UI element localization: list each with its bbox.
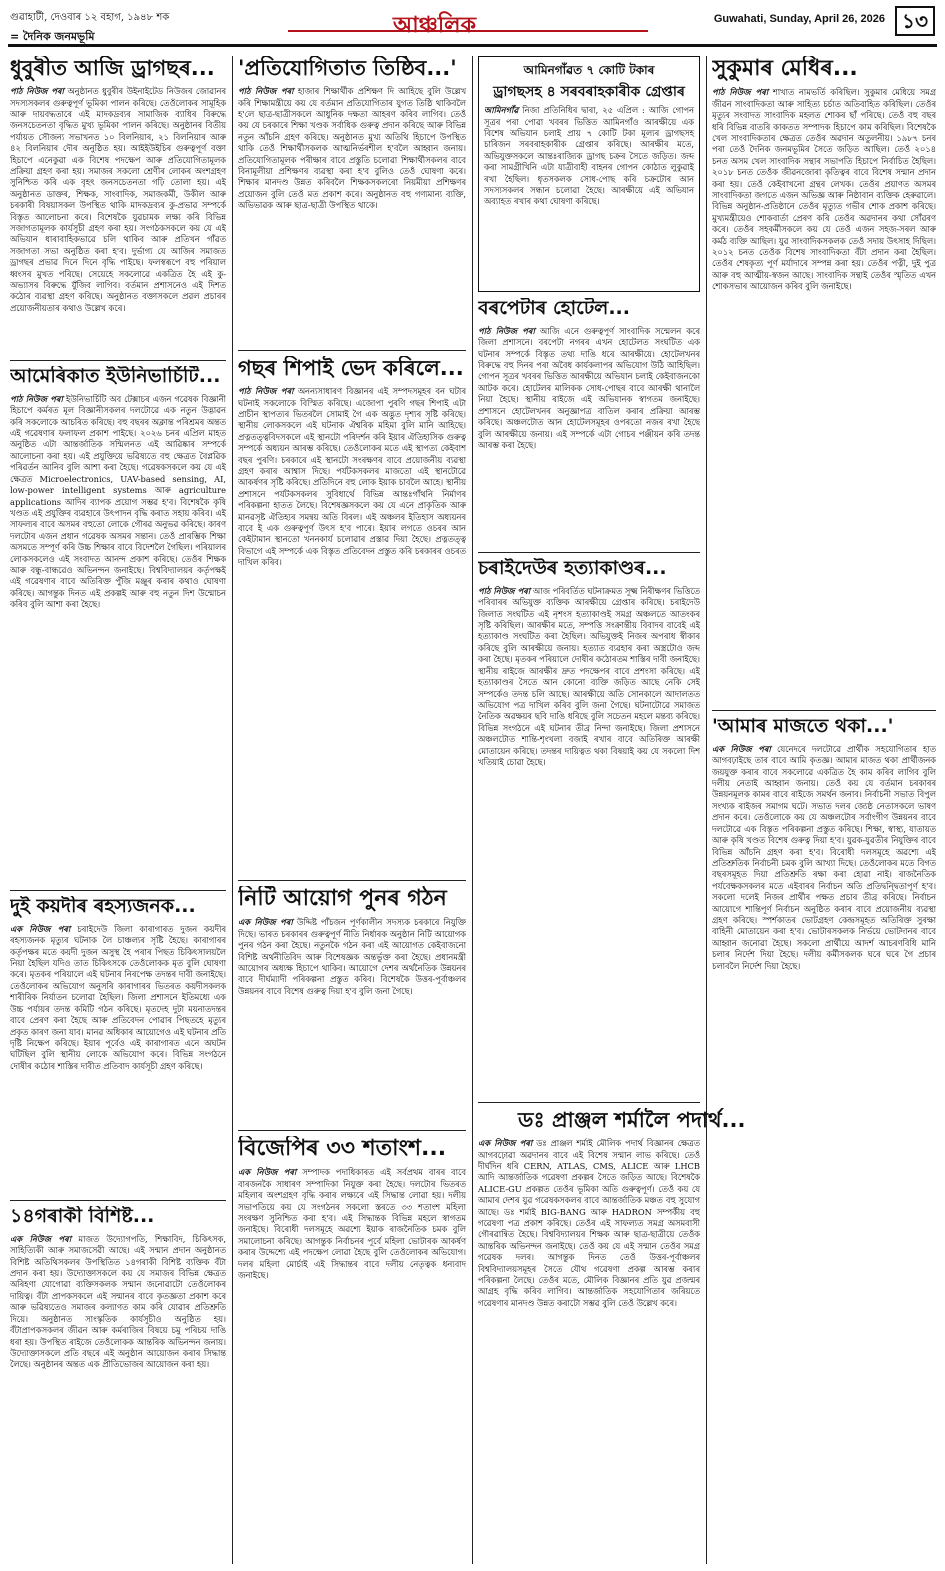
- article-niti: [238, 886, 466, 1126]
- masthead-section-title: আঞ্চলিক: [393, 13, 476, 38]
- article-barpeta-hotel: [478, 298, 700, 548]
- headline-pranjal: ডঃ প্ৰাঞ্জল শৰ্মালৈ পদাৰ্থ...: [518, 1108, 746, 1132]
- masthead-local-date: গুৱাহাটী, দেওবাৰ ১২ বহাগ, ১৯৪৮ শক: [10, 12, 170, 23]
- article-body: [712, 87, 936, 292]
- headline-drugs: ড্ৰাগছসহ ৪ সৰবৰাহকাৰীক গ্ৰেপ্তাৰ: [493, 84, 685, 100]
- body-text-bjp: সম্পাদক পদাধিকাৰত এই সৰ্বপ্ৰথম বাৰৰ বাবে বাৰজনকৈ সাধাৰণ সম্পাদিকা নিযুক্ত কৰা হৈছে। দলটোৰ ভিতৰত মহিলাৰ অংশগ্ৰহণ বৃদ্ধি কৰাৰ লক্ষ্যৰে এই সিদ্ধান্ত লোৱা হয়। দলীয় সভাপতিয়ে কয় যে সংগঠনৰ সকলো স্তৰতে ৩৩ শতাংশ মহিলা সংৰক্ষণ সুনিশ্চিত কৰা হ'ব। এই সিদ্ধান্তক বিভিন্ন মহলে স্বাগতম জনাইছে। বিৰোধী দলসমূহে অৱশ্যে ইয়াক ৰাজনৈতিক চমক বুলি সমালোচনা কৰিছে। আগন্তুক নিৰ্বাচনৰ পূৰ্বে মহিলা ভোটাৰক আকৰ্ষণ কৰাৰ উদ্দেশ্যে এই পদক্ষেপ লোৱা হৈছে বুলি তেওঁলোকৰ অভিযোগ। দলৰ মহিলা মোৰ্চাই এই সিদ্ধান্তৰ বাবে দলীয় নেতৃত্বক ধন্যবাদ জনাইছে।: [238, 1167, 466, 1280]
- column-rule: [232, 56, 233, 1564]
- article-divider: [238, 1130, 466, 1131]
- headline-dhubri: ধুবুৰীত আজি ড্ৰাগছৰ...: [10, 56, 215, 80]
- article-prisoners: [10, 896, 226, 1196]
- article-body: [10, 86, 226, 314]
- dateline: এক নিউজ পৰা: [10, 923, 71, 934]
- article-divider: [478, 1102, 700, 1103]
- headline-competition: 'প্ৰতিযোগিতাত তিষ্ঠিব...': [238, 56, 457, 80]
- dateline: পাঠ নিউজ পৰা: [10, 393, 63, 404]
- article-soldier: [238, 356, 466, 876]
- body-text-dhubri: অনুষ্ঠানত ধুবুৰীৰ উইনাইটেড নিউজৰ জোৱানৰ সদস্যসকলৰ গুৰুত্বপূৰ্ণ ভূমিকা পালন কৰিছে। তেওঁলোকৰ সামূহিক আৰু দায়বদ্ধতাৰে এই মাদকদ্ৰব্যৰ সামাজিক ব্যাধিৰ বিৰুদ্ধে জনসচেতনতা বৃদ্ধিত মুখ্য ভূমিকা পালন কৰিছে। অনুষ্ঠানৰ বিতীয় পৰ্যায়ত সৌজন্য সভাখনত ১০ বিলনিয়াৰ, ২১ বিলনিয়াৰ আৰু ৪২ বিলনিয়াৰ দৌৰ অনুষ্ঠিত হয়। আইইউইচিৰ গুৰুত্বপূৰ্ণ বক্তা হিচাপে এনেকুৱা এক বিশেষ পদক্ষেপ আৰু প্ৰতিযোগিতামূলক প্ৰক্ৰিয়া গ্ৰহণ কৰা হয়। সমাজৰ সকলো শ্ৰেণীৰ লোকৰ অংশগ্ৰহণ সুনিশ্চিত কৰি এক বৃহৎ জনসচেতনতা গঢ়ি তোলা হয়। এই অনুষ্ঠানত ডাক্তৰ, শিক্ষক, সাংবাদিক, সমাজকৰ্মী, উকীল আৰু চৰকাৰী বিষয়াসকল উপস্থিত থাকি মাদকদ্ৰব্যৰ কু-প্ৰভাৱ সম্পৰ্কে বিস্তৃত আলোচনা কৰে। বিশেষকৈ যুৱচামক লক্ষ্য কৰি বিভিন্ন সজাগতামূলক কাৰ্যসূচী গ্ৰহণ কৰা হয়। সংগঠকসকলে কয় যে এই অভিযান ধাৰাবাহিকভাৱে চলি থাকিব আৰু প্ৰতিখন গাঁৱত সজাগতা সভা অনুষ্ঠিত কৰা হ'ব। দুৰ্ভাগ্য যে আজিৰ সমাজত ড্ৰাগছৰ প্ৰভাৱ দিনে দিনে বৃদ্ধি পাইছে। ফলস্বৰূপে বহু পৰিয়াল ধ্বংসৰ মুখত পৰিছে। সেয়েহে সকলোৱে একত্ৰিত হৈ এই কু-অভ্যাসৰ বিৰুদ্ধে যুঁজিব লাগিব। বৰ্তমান প্ৰশাসনেও এই দিশত কঠোৰ ব্যৱস্থা গ্ৰহণ কৰিছে। অনুষ্ঠানত বক্তাসকলে প্ৰৱল প্ৰচাৰৰ প্ৰয়োজনীয়তাৰ কথাও উল্লেখ কৰে।: [10, 86, 226, 313]
- article-body: [238, 386, 466, 569]
- dateline: আমিনগাঁৱ: [484, 105, 519, 116]
- article-divider: [238, 880, 466, 881]
- headline-amar-majot: 'আমাৰ মাজতে থকা...': [712, 716, 894, 737]
- article-body: [484, 105, 694, 208]
- dateline: এক নিউজ পৰা: [10, 1233, 72, 1244]
- masthead-paper-name: = দৈনিক জনমভূমি: [10, 30, 95, 43]
- article-body: [10, 1234, 226, 1371]
- article-fourteen: [10, 1206, 226, 1564]
- article-amar-majot: [712, 716, 936, 1564]
- article-divider: [10, 1200, 226, 1201]
- dateline: পাঠ নিউজ পৰা: [238, 386, 294, 397]
- body-text-competition: হাজাৰ শিক্ষাৰ্থীক প্ৰশিক্ষণ দি আহিছে বুলি উল্লেখ কৰি শিক্ষামন্ত্ৰীয়ে কয় যে বৰ্তমান প্ৰতিযোগিতাৰ যুগত তিষ্ঠি থাকিবলৈ হ'লে ছাত্ৰ-ছাত্ৰীসকলে আধুনিক দক্ষতা আহৰণ কৰিব লাগিব। তেওঁ কয় যে চৰকাৰে শিক্ষা খণ্ডক সৰ্বাধিক গুৰুত্ব প্ৰদান কৰিছে আৰু বিভিন্ন নতুন আঁচনি গ্ৰহণ কৰিছে। অনুষ্ঠানত মুখ্য অতিথি হিচাপে উপস্থিত থাকি তেওঁ শিক্ষাৰ্থীসকলক আত্মনিৰ্ভৰশীল হ'বলৈ আহ্বান জনায়। প্ৰতিযোগিতামূলক পৰীক্ষাৰ বাবে প্ৰস্তুতি চলোৱা শিক্ষাৰ্থীসকলৰ বাবে বিনামূলীয়া প্ৰশিক্ষণৰ ব্যৱস্থা কৰা হ'ব বুলিও তেওঁ ঘোষণা কৰে। শিক্ষাৰ মানদণ্ড উন্নত কৰিবলৈ শিক্ষকসকলৰো নিয়মীয়া প্ৰশিক্ষণৰ প্ৰয়োজন বুলি তেওঁ মত প্ৰকাশ কৰে। অনুষ্ঠানত বহু গণ্যমান্য ব্যক্তি, অভিভাৱক আৰু ছাত্ৰ-ছাত্ৰী উপস্থিত থাকে।: [238, 86, 466, 211]
- article-body: [478, 1138, 700, 1309]
- article-america: [10, 366, 226, 886]
- headline-america: আমেৰিকাত ইউনিভাৰ্চিটি...: [10, 366, 221, 387]
- body-text-fourteen: মাজত উদ্যোগপতি, শিক্ষাবিদ, চিকিৎসক, সাহিত্যিকী আৰু সমাজসেৱী আছে। এই সন্মান প্ৰদান অনুষ্ঠানত বিশিষ্ট অতিথিসকলৰ উপস্থিতিত ১৪গৰাকী বিশিষ্ট ব্যক্তিক বঁটা প্ৰদান কৰা হয়। উদ্যোক্তাসকলে কয় যে সমাজৰ বিভিন্ন ক্ষেত্ৰত অৰিহণা যোগোৱা ব্যক্তিসকলক সন্মান জনোৱাটো তেওঁলোকৰ দায়িত্ব। বঁটা প্ৰাপকসকলে এই সন্মানৰ বাবে কৃতজ্ঞতা প্ৰকাশ কৰে আৰু ভৱিষ্যতেও সমাজৰ কল্যাণত কাম কৰি যোৱাৰ প্ৰতিশ্ৰুতি দিয়ে। অনুষ্ঠানত সাংস্কৃতিক কাৰ্যসূচীও অনুষ্ঠিত হয়। বঁটাপ্ৰাপকসকলৰ জীৱন আৰু কৰ্মৰাজিৰ বিষয়ে চমু পৰিচয় দাঙি ধৰা হয়। উপস্থিত ৰাইজে তেওঁলোকক আন্তৰিক অভিনন্দন জনায়। উদ্যোক্তাসকলে প্ৰতি বছৰে এই অনুষ্ঠান আয়োজন কৰাৰ সিদ্ধান্ত লৈছে। অনুষ্ঠানৰ অন্তত এক প্ৰীতিভোজৰ আয়োজন কৰা হয়।: [10, 1233, 226, 1370]
- dateline: এক নিউজ পৰা: [478, 1138, 533, 1149]
- body-text-drugs: নিজা প্ৰতিনিধিৰ দ্বাৰা, ২৫ এপ্ৰিল : আজি গোপন সূত্ৰৰ পৰা পোৱা খবৰৰ ভিত্তিত আমিনগাঁও আৰক্ষীয়ে এক বিশেষ অভিযান চলাই প্ৰায় ৭ কোটি টকা মূল্যৰ ড্ৰাগছসহ চাৰিজন সৰবৰাহকাৰীক গ্ৰেপ্তাৰ কৰিছে। আৰক্ষীৰ মতে, অভিযুক্তসকলে আন্তঃৰাজ্যিক ড্ৰাগছ চক্ৰৰ সৈতে জড়িত। জব্দ কৰা সামগ্ৰীখিনি এটা যাত্ৰীবাহী বাহনৰ গোপন কোঠাত লুকুৱাই ৰখা হৈছিল। ধৃতসকলক সোধ-পোছ কৰি চক্ৰটোৰ আন সদস্যসকলৰ সন্ধান চলোৱা হৈছে। আৰক্ষীয়ে এই অভিযান অব্যাহত ৰখাৰ কথা ঘোষণা কৰিছে।: [484, 105, 695, 207]
- dateline: পাঠ নিউজ পৰা: [10, 86, 64, 97]
- dateline: পাঠ নিউজ পৰা: [478, 585, 531, 596]
- dateline: পাঠ নিউজ পৰা: [712, 87, 769, 98]
- body-text-pranjal: ডঃ প্ৰাঞ্জল শৰ্মাই মৌলিক পদাৰ্থ বিজ্ঞানৰ ক্ষেত্ৰত আগবঢ়োৱা অৱদানৰ বাবে এই বিশেষ সন্মান লাভ কৰিছে। তেওঁ দীৰ্ঘদিন ধৰি CERN, ATLAS, CMS, ALICE আৰু LHCB আদি আন্তৰ্জাতিক গৱেষণা প্ৰকল্পৰ সৈতে জড়িত আছে। বিশেষকৈ ALICE-GU প্ৰকল্পত তেওঁৰ ভূমিকা অতি গুৰুত্বপূৰ্ণ। তেওঁ কয় যে আমাৰ দেশৰ যুৱ গৱেষকসকলৰ বাবে আন্তৰ্জাতিক মঞ্চত বহু সুযোগ আছে। ডঃ শৰ্মাই BIG-BANG আৰু HADRON সম্পৰ্কীয় বহু গৱেষণা পত্ৰ প্ৰকাশ কৰিছে। তেওঁৰ এই সাফল্যত সমগ্ৰ অসমবাসী গৌৰৱান্বিত হৈছে। বিশ্ববিদ্যালয়ৰ শিক্ষক আৰু ছাত্ৰ-ছাত্ৰীয়ে তেওঁক আন্তৰিক অভিনন্দন জনাইছে। তেওঁ কয় যে এই সন্মান তেওঁৰ সমগ্ৰ গৱেষক দলৰ। আগন্তুক দিনত তেওঁ উত্তৰ-পূৰ্বাঞ্চলৰ বিশ্ববিদ্যালয়সমূহৰ সৈতে যৌথ গৱেষণা প্ৰকল্প আৰম্ভ কৰাৰ পৰিকল্পনা লৈছে। তেওঁৰ মতে, মৌলিক বিজ্ঞানৰ প্ৰতি যুৱ প্ৰজন্মৰ আগ্ৰহ বৃদ্ধি কৰিব লাগিব। আন্তৰ্জাতিক সহযোগিতাৰ জৰিয়তে গৱেষণাৰ মানদণ্ড উন্নত কৰাটো সম্ভৱ বুলি তেওঁ উল্লেখ কৰে।: [478, 1138, 700, 1308]
- article-body: [478, 326, 700, 451]
- boxed-article-drugs: [478, 56, 700, 292]
- body-text-sukumar: শাখাত নামভৰ্তি কৰিছিল। সুকুমাৰ মেধিয়ে সমগ্ৰ জীৱন সাংবাদিকতা আৰু সাহিত্য চৰ্চাত অতিবাহিত কৰিছিল। তেওঁৰ মৃত্যুৰ সংবাদত সাংবাদিক মহলত শোকৰ ছাঁ পৰিছে। তেওঁ বহু বছৰ ধৰি বিভিন্ন বাতৰি কাকতত সম্পাদক হিচাপে কাম কৰিছিল। বিশেষকৈ খেল সাংবাদিকতাৰ ক্ষেত্ৰত তেওঁৰ অৱদান অতুলনীয়। ১৯৮৭ চনৰ পৰা তেওঁ দৈনিক জনমভূমিৰ সৈতে জড়িত আছিল। তেওঁ ২০১৪ চনত অসম খেল সাংবাদিক সন্থাৰ সভাপতি হিচাপে নিৰ্বাচিত হৈছিল। ২০১৮ চনত তেওঁক জীৱনজোৰা কৃতিত্বৰ বাবে বিশেষ সন্মান প্ৰদান কৰা হয়। তেওঁ কেইবাখনো গ্ৰন্থৰ লেখক। তেওঁৰ প্ৰয়াণত অসমৰ সাংবাদিকতা জগতে এজন অভিজ্ঞ আৰু নিষ্ঠাবান ব্যক্তিক হেৰুৱালে। বিভিন্ন অনুষ্ঠান-প্ৰতিষ্ঠানে তেওঁৰ মৃত্যুত গভীৰ শোক প্ৰকাশ কৰিছে। মুখ্যমন্ত্ৰীয়েও শোকবাৰ্তা প্ৰেৰণ কৰি তেওঁৰ অৱদানৰ কথা সোঁৱৰণ কৰে। তেওঁৰ সহকৰ্মীসকলে কয় যে তেওঁ এজন সহজ-সৰল আৰু কৰ্মঠ ব্যক্তি আছিল। যুৱ সাংবাদিকসকলক তেওঁ সদায় উৎসাহ দিছিল। ২০১২ চনত তেওঁক বিশেষ সাংবাদিকতা বঁটা প্ৰদান কৰা হৈছিল। তেওঁৰ শেষকৃত্য পূৰ্ণ মৰ্যাদাৰে সম্পন্ন কৰা হয়। তেওঁৰ পত্নী, দুই পুত্ৰ আৰু বহু আত্মীয়-স্বজন আছে। সাংবাদিক সন্থাই তেওঁৰ স্মৃতিত এখন শোকসভাৰ আয়োজন কৰিব বুলি জনাইছে।: [712, 87, 936, 292]
- article-divider: [10, 890, 226, 891]
- dateline: এক নিউজ পৰা: [712, 743, 771, 754]
- headline-sukumar: সুকুমাৰ মেধিৰ...: [712, 56, 858, 81]
- article-divider: [10, 360, 226, 361]
- headline-soldier: গছৰ শিপাই ভেদ কৰিলে...: [238, 356, 464, 380]
- body-text-america: ইউনিভাৰ্চিটি অব টেক্সাচৰ এজন গৱেষক বিজ্ঞানী হিচাপে কৰ্মৰত মূল বিজ্ঞানীসকলৰ দলটোৱে এক নতুন উদ্ভাৱন কৰি সকলোকে আচৰিত কৰিছে। বহু বছৰৰ অক্লান্ত পৰিশ্ৰমৰ অন্তত এই গৱেষণাৰ ফলাফল প্ৰকাশ পাইছে। ২০২৬ চনৰ এপ্ৰিল মাহত অনুষ্ঠিত এটা আন্তৰ্জাতিক সন্মিলনত এই আৱিষ্কাৰ সম্পৰ্কে আলোচনা কৰা হয়। এই প্ৰযুক্তিয়ে ভৱিষ্যতে বহু ক্ষেত্ৰত বৈপ্লৱিক পৰিৱৰ্তন আনিব বুলি আশা কৰা হৈছে। গৱেষকসকলে কয় যে এই ক্ষেত্ৰত Microelectronics, UAV-based sensing, AI, low-power intelligent systems আৰু agriculture applications আদিৰ ব্যাপক প্ৰয়োগ সম্ভৱ হ'ব। বিশেষকৈ কৃষি খণ্ডত এই প্ৰযুক্তিৰ ব্যৱহাৰে উৎপাদন বৃদ্ধি কৰাত সহায় কৰিব। এই সাফল্যৰ বাবে অসমৰ বহুতো লোকে গৌৰৱ অনুভৱ কৰিছে। কাৰণ দলটোৰ এজন প্ৰধান গৱেষক অসমৰ সন্তান। তেওঁ প্ৰাৰম্ভিক শিক্ষা অসমতে সম্পূৰ্ণ কৰি উচ্চ শিক্ষাৰ বাবে বিদেশলৈ গৈছিল। পৰিয়ালৰ লোকসকলেও এই সংবাদত আনন্দ প্ৰকাশ কৰিছে। তেওঁৰ শিক্ষক আৰু বন্ধু-বান্ধৱেও অভিনন্দন জনাইছে। বিশ্ববিদ্যালয়ৰ কৰ্তৃপক্ষই এই গৱেষণাৰ বাবে অতিৰিক্ত পুঁজি মঞ্জুৰ কৰাৰ কথাও ঘোষণা কৰিছে। আগন্তুক দিনত এই প্ৰকল্পই আৰু বহু নতুন দিশ উন্মোচন কৰিব বুলি আশা কৰা হৈছে।: [10, 393, 226, 610]
- article-body: [10, 924, 226, 1072]
- article-divider: [238, 350, 466, 351]
- body-text-charaideo: আজ পৰিবৰ্তিত ঘটনাক্ৰমত সূক্ষ্ম নিৰীক্ষণৰ ভিত্তিতে পৰিবাৰৰ অভিযুক্ত ব্যক্তিক আৰক্ষীয়ে গ্ৰেপ্তাৰ কৰিছে। চৰাইদেউ জিলাত সংঘটিত এই নৃশংস হত্যাকাণ্ডই সমগ্ৰ অঞ্চলতে আতংকৰ সৃষ্টি কৰিছিল। আৰক্ষীৰ মতে, সম্পত্তি সংক্ৰান্তীয় বিবাদৰ বাবেই এই হত্যাকাণ্ড সংঘটিত কৰা হৈছিল। অভিযুক্তই নিজৰ অপৰাধ স্বীকাৰ কৰিছে বুলি আৰক্ষীয়ে জনায়। হত্যাত ব্যৱহাৰ কৰা অস্ত্ৰটোও জব্দ কৰা হৈছে। মৃতকৰ পৰিয়ালে দোষীৰ কঠোৰতম শাস্তিৰ দাবী জনাইছে। স্থানীয় ৰাইজে আৰক্ষীৰ দ্ৰুত পদক্ষেপৰ বাবে প্ৰশংসা কৰিছে। এই হত্যাকাণ্ডৰ সৈতে আন কোনো ব্যক্তি জড়িত আছে নেকি সেই সম্পৰ্কেও তদন্ত চলি আছে। আৰক্ষীয়ে অতি সোনকালে আদালতত অভিযোগ পত্ৰ দাখিল কৰিব বুলি জনা গৈছে। ঘটনাটোৱে সমাজত নৈতিক অৱক্ষয়ৰ ছবি দাঙি ধৰিছে বুলি সচেতন মহলে মন্তব্য কৰিছে। বিভিন্ন সংগঠনে এই ঘটনাৰ তীব্ৰ নিন্দা জনাইছে। জিলা প্ৰশাসনে অঞ্চলটোত শান্তি-শৃংখলা বজাই ৰখাৰ বাবে অতিৰিক্ত আৰক্ষী মোতায়েন কৰিছে। তদন্তৰ দায়িত্বত থকা বিষয়াই কয় যে সকলো দিশ খতিয়াই চোৱা হৈছে।: [478, 585, 700, 767]
- article-body: [712, 744, 936, 972]
- dateline: এক নিউজ পৰা: [238, 1167, 297, 1178]
- dateline: এক নিউজ পৰা: [238, 917, 293, 928]
- article-divider: [712, 710, 936, 711]
- headline-prisoners: দুই কয়দীৰ ৰহস্যজনক...: [10, 896, 196, 917]
- body-text-barpeta-hotel: আজি এনে গুৰুত্বপূৰ্ণ সাংবাদিক সন্মেলন কৰে জিলা প্ৰশাসনে। বৰপেটা নগৰৰ এখন হোটেলত সংঘটিত এক ঘটনাৰ সম্পৰ্কে বিস্তৃত তথ্য দাঙি ধৰে আৰক্ষীয়ে। হোটেলখনৰ বিৰুদ্ধে বহু দিনৰ পৰা অবৈধ কাৰ্যকলাপৰ অভিযোগ উঠি আহিছিল। গোপন সূত্ৰৰ খবৰৰ ভিত্তিত আৰক্ষীয়ে অভিযান চলাই কেইবাজনকো আটক কৰে। হোটেলৰ মালিকক সোধ-পোছৰ বাবে আৰক্ষী থানালৈ নিয়া হৈছে। স্থানীয় ৰাইজে এই অভিযানক স্বাগতম জনাইছে। প্ৰশাসনে হোটেলখনৰ অনুজ্ঞাপত্ৰ বাতিল কৰাৰ প্ৰক্ৰিয়া আৰম্ভ কৰিছে। অঞ্চলটোত আন হোটেলসমূহৰ ওপৰতো নজৰ ৰখা হৈছে বুলি আৰক্ষীয়ে জনায়। এই সম্পৰ্কে এটা গোচৰ পঞ্জীয়ন কৰি তদন্ত আৰম্ভ কৰা হৈছে।: [478, 325, 700, 450]
- headline-fourteen: ১৪গৰাকী বিশিষ্ট...: [10, 1206, 155, 1227]
- article-charaideo: [478, 558, 700, 1098]
- article-body: [238, 86, 466, 211]
- masthead-rule: [8, 44, 937, 47]
- article-body: [478, 586, 700, 769]
- article-competition: [238, 56, 466, 346]
- article-dhubri: [10, 56, 226, 356]
- article-body: [238, 917, 466, 997]
- body-text-amar-majot: যেনেদৰে দলটোৱে প্ৰাৰ্থীক সহযোগিতাৰ হাত আগবঢ়াইছে তাৰ বাবে আমি কৃতজ্ঞ। আমাৰ মাজত থকা প্ৰাৰ্থীজনক জয়যুক্ত কৰাৰ বাবে সকলোৱে একত্ৰিত হৈ কাম কৰিব লাগিব বুলি দলীয় নেতাই আহ্বান জনায়। তেওঁ কয় যে বৰ্তমান চৰকাৰৰ উন্নয়নমূলক কামৰ বাবে ৰাইজে সমৰ্থন জনাব। নিৰ্বাচনী সভাত বিপুল সংখ্যক ৰাইজৰ সমাগম ঘটে। সভাত দলৰ জ্যেষ্ঠ নেতাসকলে ভাষণ প্ৰদান কৰে। তেওঁলোকে কয় যে অঞ্চলটোৰ সৰ্বাংগীণ উন্নয়নৰ বাবে দলটোৱে এক বিস্তৃত পৰিকল্পনা প্ৰস্তুত কৰিছে। শিক্ষা, স্বাস্থ্য, যাতায়ত আৰু কৃষি খণ্ডত বিশেষ গুৰুত্ব দিয়া হ'ব। যুৱক-যুৱতীৰ নিযুক্তিৰ বাবে বিভিন্ন আঁচনি গ্ৰহণ কৰা হ'ব। বিৰোধী দলসমূহে অৱশ্যে এই প্ৰতিশ্ৰুতিক নিৰ্বাচনী চমক বুলি আখ্যা দিছে। তেওঁলোকৰ মতে বিগত বছৰসমূহত দিয়া প্ৰতিশ্ৰুতি ৰক্ষা কৰা হোৱা নাই। ৰাজনৈতিক পৰ্যবেক্ষকসকলৰ মতে এইবাৰৰ নিৰ্বাচন অতি প্ৰতিদ্বন্দ্বিতাপূৰ্ণ হ'ব। সকলো দলেই নিজৰ প্ৰাৰ্থীৰ পক্ষত প্ৰচাৰ তীব্ৰ কৰিছে। নিৰ্বাচন আয়োগে শান্তিপূৰ্ণ নিৰ্বাচন অনুষ্ঠিত কৰাৰ বাবে প্ৰয়োজনীয় ব্যৱস্থা গ্ৰহণ কৰিছে। স্পৰ্শকাতৰ ভোটগ্ৰহণ কেন্দ্ৰসমূহত অতিৰিক্ত সুৰক্ষা বাহিনী মোতায়েন কৰা হ'ব। ভোটাৰসকলক নিৰ্ভয়ে ভোটদানৰ বাবে আহ্বান জনোৱা হৈছে। সকলো প্ৰাৰ্থীয়ে আদৰ্শ আচৰণবিধি মানি চলাৰ নিৰ্দেশ দিয়া হৈছে। দলীয় কৰ্মীসকলক ঘৰে ঘৰে গৈ প্ৰচাৰ চলাবলৈ নিৰ্দেশ দিয়া হৈছে।: [712, 743, 936, 971]
- headline-bjp: বিজেপিৰ ৩৩ শতাংশ...: [238, 1136, 447, 1161]
- headline-niti: নিটি আয়োগ পুনৰ গঠন: [238, 886, 447, 911]
- article-divider: [478, 552, 700, 553]
- column-rule: [472, 56, 473, 1564]
- headline-charaideo: চৰাইদেউৰ হত্যাকাণ্ডৰ...: [478, 558, 667, 579]
- article-sukumar: [712, 56, 936, 706]
- box-kicker: আমিনগাঁৱত ৭ কোটি টকাৰ: [523, 63, 655, 77]
- article-bjp: [238, 1136, 466, 1564]
- body-text-prisoners: চৰাইদেউ জিলা কাৰাগাৰত দুজন কয়দীৰ ৰহস্যজনক মৃত্যুৰ ঘটনাক লৈ চাঞ্চল্যৰ সৃষ্টি হৈছে। কাৰাগাৰৰ কৰ্তৃপক্ষৰ মতে কয়দী দুজন অসুস্থ হৈ পৰাৰ পিছত চিকিৎসালয়লৈ নিয়া হৈছিল যদিও তাত চিকিৎসকে তেওঁলোকক মৃত বুলি ঘোষণা কৰে। মৃতকৰ পৰিয়ালে এই ঘটনাৰ নিৰপেক্ষ তদন্তৰ দাবী জনাইছে। তেওঁলোকৰ অভিযোগ অনুসৰি কাৰাগাৰৰ ভিতৰত কয়দীসকলক শাৰীৰিক নিৰ্যাতন চলোৱা হৈছিল। জিলা প্ৰশাসনে ইতিমধ্যে এক উচ্চ পৰ্যায়ৰ তদন্ত কমিটি গঠন কৰিছে। মৃতদেহ দুটা ময়নাতদন্তৰ বাবে প্ৰেৰণ কৰা হৈছে আৰু প্ৰতিবেদন পোৱাৰ পিছতহে মৃত্যুৰ প্ৰকৃত কাৰণ জনা যাব। মানৱ অধিকাৰ আয়োগেও এই ঘটনাৰ প্ৰতি দৃষ্টি নিক্ষেপ কৰিছে। ইয়াৰ পূৰ্বেও এই কাৰাগাৰত এনে অঘটন ঘটিছিল বুলি স্থানীয় লোকে অভিযোগ কৰে। বিভিন্ন সংগঠনে দোষীৰ কঠোৰ শাস্তিৰ দাবীত প্ৰতিবাদ কাৰ্যসূচী গ্ৰহণ কৰিছে।: [10, 923, 226, 1071]
- article-body: [238, 1167, 466, 1281]
- body-text-soldier: অনন্যসাধাৰণ বিজ্ঞানৰ এই সম্পদসমূহৰ বন ঘটাৰ ঘটনাই সকলোকে বিস্মিত কৰিছে। এজোপা পুৰণি গছৰ শিপাই এটা প্ৰাচীন স্থাপত্যৰ ভিতৰলৈ সোমাই গৈ এক অদ্ভুত দৃশ্যৰ সৃষ্টি কৰিছে। স্থানীয় লোকসকলে এই ঘটনাক ঐশ্বৰিক মহিমা বুলি মানি আহিছে। প্ৰত্নতত্ত্ববিদসকলে এই স্থানটো পৰিদৰ্শন কৰি ইয়াৰ ঐতিহাসিক গুৰুত্ব সম্পৰ্কে অধ্যয়ন আৰম্ভ কৰিছে। তেওঁলোকৰ মতে এই স্থাপত্য কেইবাশ বছৰ পুৰণি। চৰকাৰে এই স্থানটো সংৰক্ষণৰ বাবে প্ৰয়োজনীয় ব্যৱস্থা গ্ৰহণ কৰাৰ আশ্বাস দিছে। পৰ্যটকসকলৰ মাজতো এই স্থানটোৱে আকৰ্ষণৰ সৃষ্টি কৰিছে। প্ৰতিদিনে বহু লোক ইয়াক চাবলৈ আহে। স্থানীয় প্ৰশাসনে পৰ্যটকসকলৰ সুবিধাৰ্থে বিভিন্ন আন্তঃগাঁথনি নিৰ্মাণৰ পৰিকল্পনা হাতত লৈছে। বিশেষজ্ঞসকলে কয় যে এনে প্ৰাকৃতিক আৰু মানৱসৃষ্ট ঐতিহ্যৰ সমন্বয় অতি বিৰল। এই অঞ্চলৰ ইতিহাস অধ্যয়নৰ বাবে ই এক গুৰুত্বপূৰ্ণ উৎস হ'ব পাৰে। ইয়াৰ লগতে ওচৰৰ আন কেইটামান স্থানতো খননকাৰ্য চলোৱাৰ প্ৰস্তাৱ দিয়া হৈছে। প্ৰত্নতত্ত্ব বিভাগে এই সম্পৰ্কে এক বিস্তৃত প্ৰতিবেদন প্ৰস্তুত কৰি চৰকাৰৰ ওচৰত দাখিল কৰিব।: [238, 386, 466, 568]
- page-number: ১৩: [895, 6, 935, 36]
- masthead-english-date: Guwahati, Sunday, April 26, 2026: [713, 13, 885, 25]
- body-text-niti: উদ্দিষ্ট পাঁচজন পূৰ্ণকালীন সদস্যক চৰকাৰে নিযুক্তি দিছে। ভাৰত চৰকাৰৰ গুৰুত্বপূৰ্ণ নীতি নিৰ্ধাৰক অনুষ্ঠান নিটি আয়োগক পুনৰ গঠন কৰা হৈছে। নতুনকৈ গঠন কৰা এই আয়োগত কেইবাজনো বিশিষ্ট অৰ্থনীতিবিদ আৰু বিশেষজ্ঞক অন্তৰ্ভুক্ত কৰা হৈছে। প্ৰধানমন্ত্ৰী আয়োগৰ অধ্যক্ষ হিচাপে থাকিব। আয়োগে দেশৰ অৰ্থনৈতিক উন্নয়নৰ বাবে দীৰ্ঘম্যাদী পৰিকল্পনা প্ৰস্তুত কৰিব। বিশেষকৈ উত্তৰ-পূৰ্বাঞ্চলৰ উন্নয়নৰ বাবে বিশেষ গুৰুত্ব দিয়া হ'ব বুলি জনা গৈছে।: [238, 917, 466, 996]
- dateline: পাঠ নিউজ পৰা: [478, 325, 535, 336]
- headline-barpeta-hotel: বৰপেটাৰ হোটেল...: [478, 298, 630, 319]
- article-body: [10, 394, 226, 611]
- dateline: পাঠ নিউজ পৰা: [238, 86, 294, 97]
- masthead: [8, 4, 937, 50]
